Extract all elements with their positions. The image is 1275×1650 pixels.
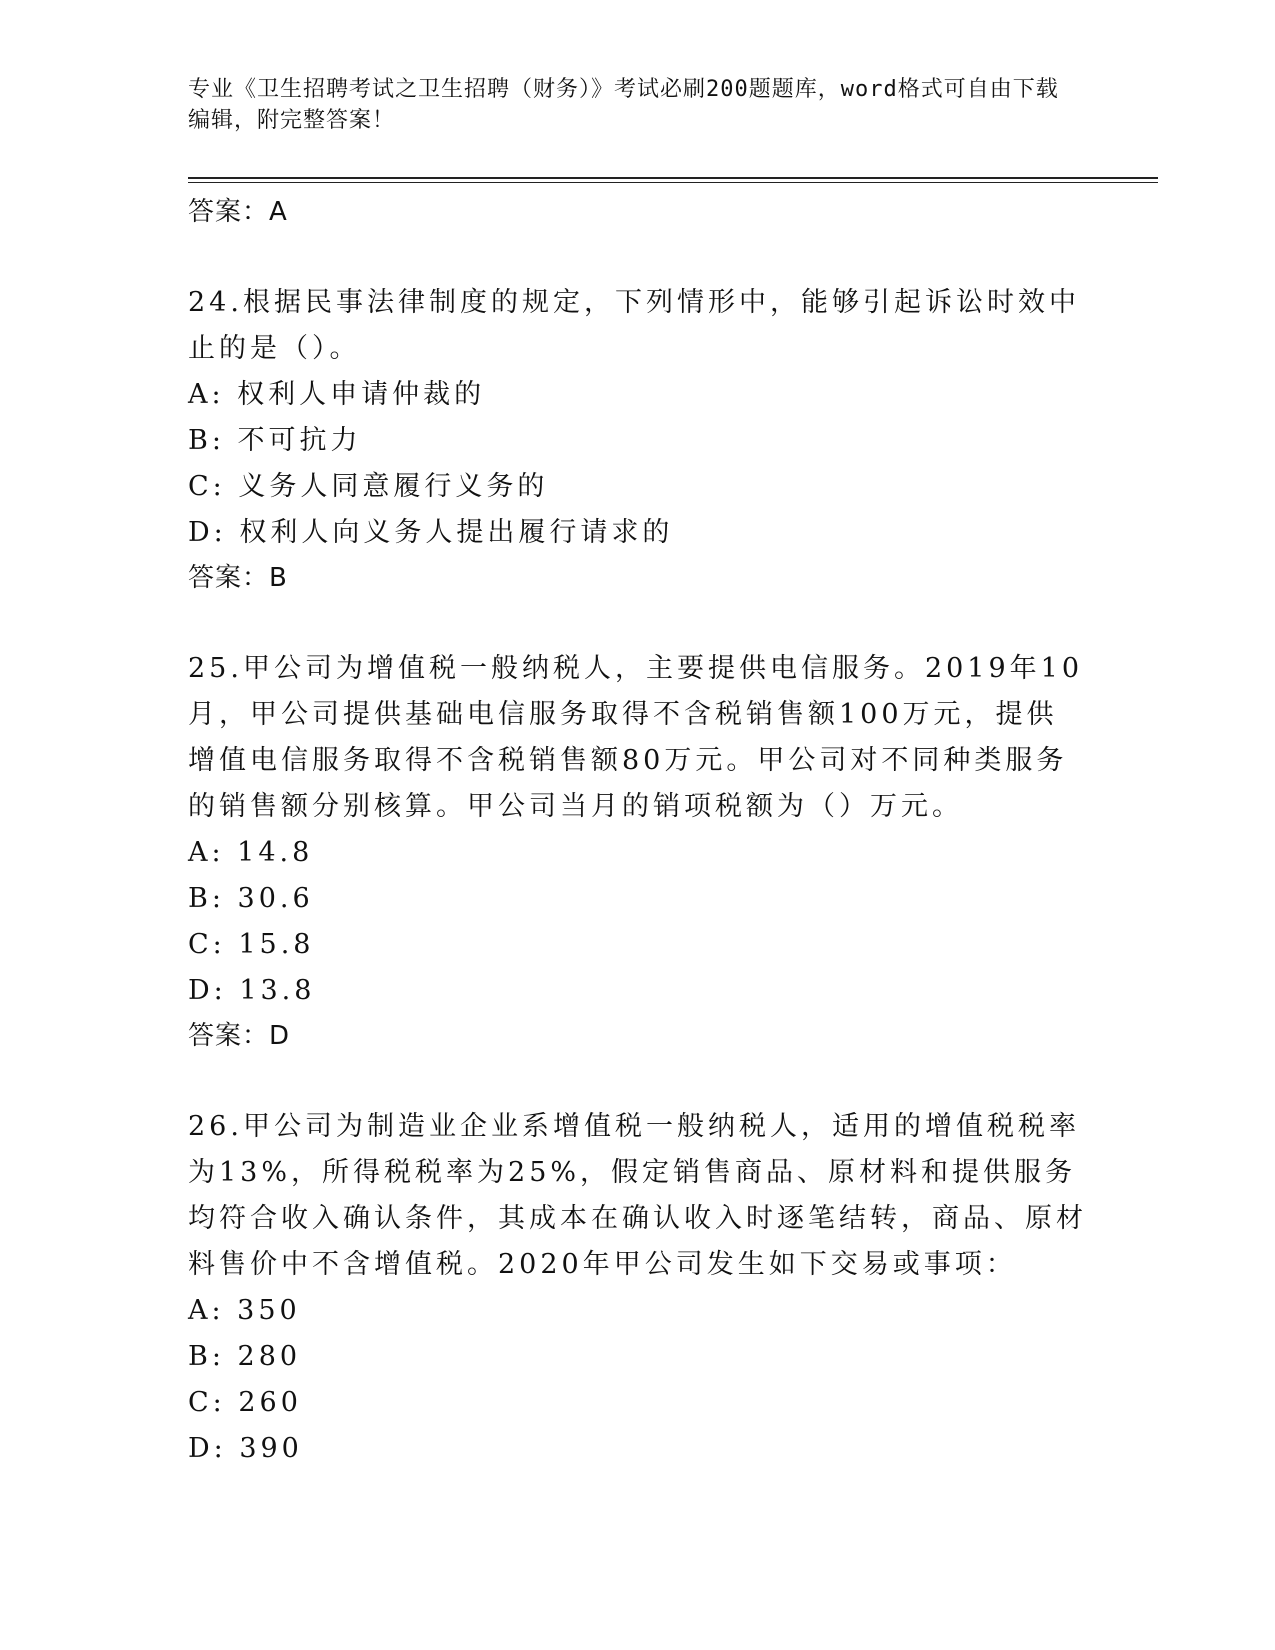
option-c: C: 义务人同意履行义务的 bbox=[188, 471, 549, 502]
option-c: C: 260 bbox=[188, 1387, 302, 1418]
question-stem: 26.甲公司为制造业企业系增值税一般纳税人，适用的增值税税率为13%，所得税税率为25%，假定销售商品、原材料和提供服务均符合收入确认条件，其成本在确认收入时逐笔结转，商品、原材料售价中不含增值税。2020年甲公司发生如下交易或事项： bbox=[188, 1111, 1087, 1280]
option-a: A: 14.8 bbox=[188, 837, 314, 868]
document-header bbox=[188, 74, 1158, 136]
question-26 bbox=[188, 1104, 1088, 1472]
question-stem: 24.根据民事法律制度的规定，下列情形中，能够引起诉讼时效中止的是（）。 bbox=[188, 287, 1080, 364]
option-b: B: 不可抗力 bbox=[188, 425, 362, 456]
option-c: C: 15.8 bbox=[188, 929, 315, 960]
option-b: B: 30.6 bbox=[188, 883, 314, 914]
header-text: 专业《卫生招聘考试之卫生招聘（财务）》考试必刷200题题库，word格式可自由下载编辑，附完整答案！ bbox=[188, 77, 1059, 133]
question-25 bbox=[188, 646, 1088, 1014]
option-b: B: 280 bbox=[188, 1341, 302, 1372]
question-stem: 25.甲公司为增值税一般纳税人，主要提供电信服务。2019年10月，甲公司提供基础电信服务取得不含税销售额100万元，提供增值电信服务取得不含税销售额80万元。甲公司对不同种类服务的销售额分别核算。甲公司当月的销项税额为（）万元。 bbox=[188, 653, 1084, 822]
question-24 bbox=[188, 280, 1088, 556]
option-d: D: 390 bbox=[188, 1433, 303, 1464]
option-d: D: 13.8 bbox=[188, 975, 316, 1006]
header-divider bbox=[188, 177, 1158, 183]
answer-25: 答案：D bbox=[188, 1021, 291, 1051]
option-a: A: 350 bbox=[188, 1295, 301, 1326]
document-body bbox=[188, 190, 1088, 1472]
divider-thin-line bbox=[188, 182, 1158, 183]
answer-24: 答案：B bbox=[188, 563, 288, 593]
option-a: A: 权利人申请仲裁的 bbox=[188, 379, 486, 410]
answer-prev: 答案：A bbox=[188, 197, 288, 227]
option-d: D: 权利人向义务人提出履行请求的 bbox=[188, 517, 674, 548]
